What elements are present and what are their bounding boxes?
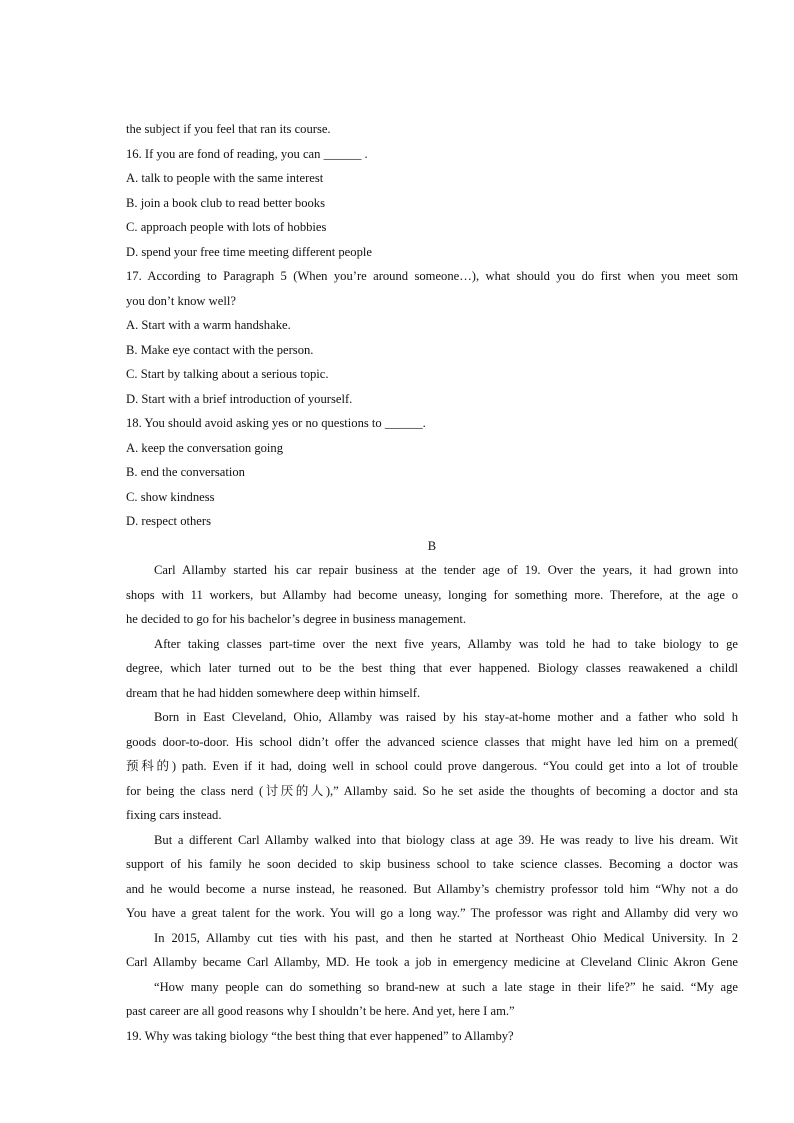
question-17 (126, 264, 738, 411)
passage-line: But a different Carl Allamby walked into that biology class at age 39. He was ready to live his dream. Wit (154, 832, 738, 847)
passage-line: 预科的) path. Even if it had, doing well in school could prove dangerous. “You could get into a lot of trouble (126, 759, 738, 773)
question-19-stem: 19. Why was taking biology “the best thing that ever happened” to Allamby? (126, 1028, 514, 1043)
page-content (126, 117, 738, 1048)
passage-line: goods door-to-door. His school didn’t offer the advanced science classes that might have led him on a premed( (126, 734, 738, 749)
question-stem: 18. You should avoid asking yes or no questions to ______. (126, 416, 426, 430)
passage-b (126, 558, 738, 1024)
paragraph-4 (126, 828, 738, 926)
carryover-line: the subject if you feel that ran its course. (126, 122, 331, 136)
option-b: B. join a book club to read better books (126, 195, 326, 210)
passage-line: After taking classes part-time over the next five years, Allamby was told he had to take biology to ge (154, 636, 738, 651)
option-a: A. talk to people with the same interest (126, 171, 324, 185)
passage-line: You have a great talent for the work. You will go a long way.” The professor was right and Allamby did very wo (126, 906, 738, 920)
paragraph-1 (126, 558, 738, 632)
paragraph-3 (126, 705, 738, 828)
question-16 (126, 142, 738, 265)
option-d: D. respect others (126, 514, 211, 528)
passage-line: for being the class nerd (讨厌的人),” Allamby said. So he set aside the thoughts of becoming a doctor and sta (126, 783, 738, 798)
passage-line: “How many people can do something so brand-new at such a late stage in their life?” he said. “My age (154, 979, 738, 994)
option-a: A. keep the conversation going (126, 440, 284, 455)
passage-line: Born in East Cleveland, Ohio, Allamby was raised by his stay-at-home mother and a father who sold h (154, 710, 738, 724)
passage-line: past career are all good reasons why I shouldn’t be here. And yet, here I am.” (126, 1004, 515, 1018)
passage-line: Carl Allamby became Carl Allamby, MD. He took a job in emergency medicine at Cleveland Clinic Akron Gene (126, 955, 738, 969)
passage-line: In 2015, Allamby cut ties with his past, and then he started at Northeast Ohio Medical University. In 2 (154, 930, 738, 945)
option-a: A. Start with a warm handshake. (126, 318, 291, 332)
paragraph-6 (126, 975, 738, 1024)
passage-line: Carl Allamby started his car repair business at the tender age of 19. Over the years, it had grown into (154, 563, 738, 577)
option-b: B. Make eye contact with the person. (126, 342, 314, 357)
option-d: D. spend your free time meeting different people (126, 244, 372, 259)
question-18 (126, 411, 738, 534)
question-stem-cont: you don’t know well? (126, 293, 236, 308)
passage-line: support of his family he soon decided to skip business school to take science classes. Becoming a doctor was (126, 857, 738, 871)
passage-line: degree, which later turned out to be the best thing that ever happened. Biology classes reawakened a childl (126, 661, 738, 675)
passage-line: shops with 11 workers, but Allamby had become uneasy, longing for something more. Therefore, at the age o (126, 587, 738, 602)
option-d: D. Start with a brief introduction of yourself. (126, 391, 353, 406)
passage-line: and he would become a nurse instead, he reasoned. But Allamby’s chemistry professor told him “Why not a do (126, 881, 738, 896)
passage-line: he decided to go for his bachelor’s degree in business management. (126, 612, 467, 626)
question-stem: 17. According to Paragraph 5 (When you’re around someone…), what should you do first when you meet som (126, 269, 738, 283)
section-title: B (427, 538, 437, 553)
paragraph-2 (126, 632, 738, 706)
question-stem: 16. If you are fond of reading, you can ______ . (126, 146, 368, 161)
option-b: B. end the conversation (126, 465, 245, 479)
passage-line: dream that he had hidden somewhere deep within himself. (126, 685, 421, 700)
option-c: C. approach people with lots of hobbies (126, 220, 327, 234)
option-c: C. show kindness (126, 489, 215, 504)
passage-line: fixing cars instead. (126, 808, 222, 822)
option-c: C. Start by talking about a serious topic. (126, 367, 329, 381)
paragraph-5 (126, 926, 738, 975)
